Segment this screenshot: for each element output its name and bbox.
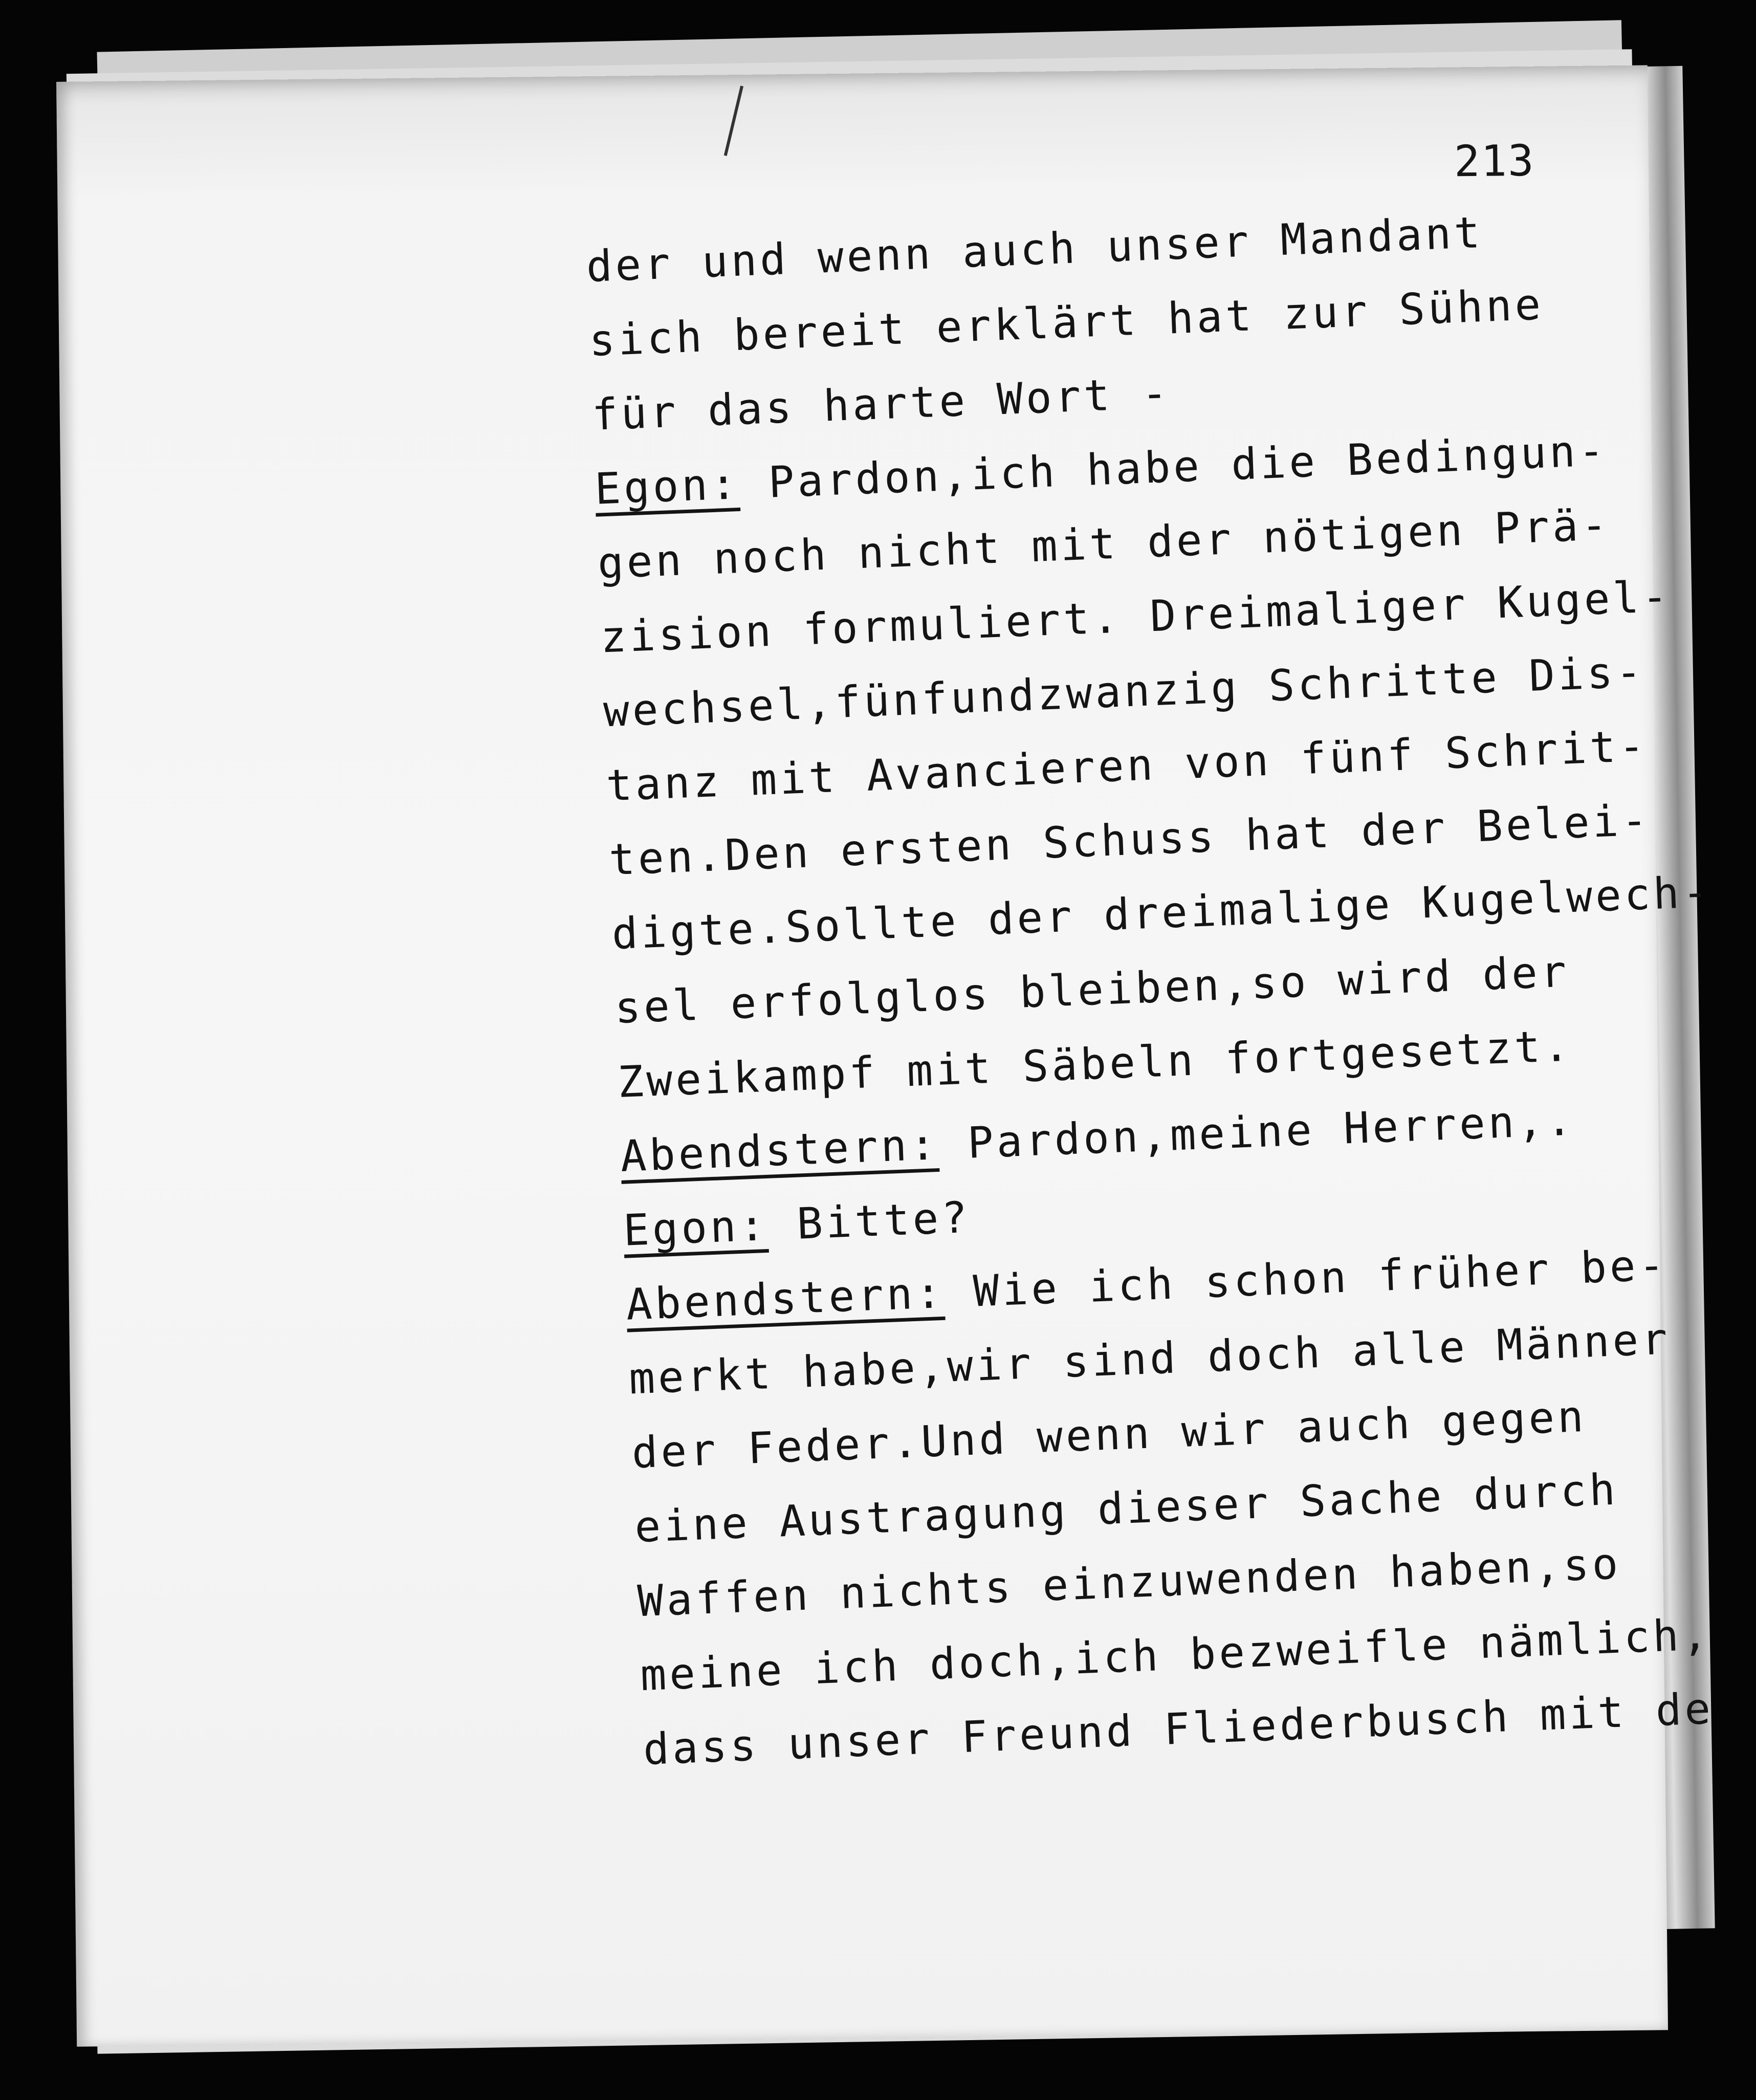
line-text: merkt habe,wir sind doch alle Männer	[628, 1314, 1672, 1404]
typewritten-page	[56, 65, 1715, 2046]
speaker-name: Abendstern:	[625, 1267, 946, 1330]
line-text: meine ich doch,ich bezweifle nämlich,	[639, 1609, 1712, 1701]
typescript-body	[585, 188, 1733, 1787]
line-text: gen noch nicht mit der nötigen Prä-	[597, 499, 1611, 588]
line-text: dass unser Freund Fliederbusch mit de	[642, 1683, 1715, 1775]
line-text: tanz mit Avancieren von fünf Schrit-	[605, 720, 1649, 811]
line-text: für das harte Wort -	[591, 367, 1172, 440]
line-text: der und wenn auch unser Mandant	[585, 207, 1484, 292]
line-text: Bitte?	[766, 1192, 972, 1250]
line-text: Pardon,ich habe die Bedingun-	[738, 425, 1609, 509]
line-text: sich bereit erklärt hat zur Sühne	[588, 279, 1545, 366]
speaker-name: Abendstern:	[619, 1119, 940, 1182]
page-number: 213	[1454, 135, 1535, 187]
speaker-name: Egon:	[594, 458, 741, 514]
line-text: ten.Den ersten Schuss hat der Belei-	[608, 795, 1652, 885]
speaker-name: Egon:	[622, 1199, 769, 1256]
line-text: Wie ich schon früher be-	[943, 1239, 1669, 1318]
line-text: digte.Sollte der dreimalige Kugelwech-	[611, 866, 1712, 959]
line-text: eine Austragung dieser Sache durch	[633, 1464, 1619, 1552]
line-text: Waffen nichts einzuwenden haben,so	[636, 1538, 1622, 1627]
line-text: Pardon,meine Herren,.	[937, 1095, 1576, 1169]
line-text: der Feder.Und wenn wir auch gegen	[631, 1391, 1588, 1478]
line-text: zision formuliert. Dreimaliger Kugel-	[599, 571, 1672, 663]
fold-mark	[724, 85, 743, 156]
line-text: Zweikampf mit Säbeln fortgesetzt.	[617, 1020, 1573, 1107]
line-text: wechsel,fünfundzwanzig Schritte Dis-	[602, 646, 1646, 737]
line-text: sel erfolglos bleiben,so wird der	[613, 946, 1570, 1034]
